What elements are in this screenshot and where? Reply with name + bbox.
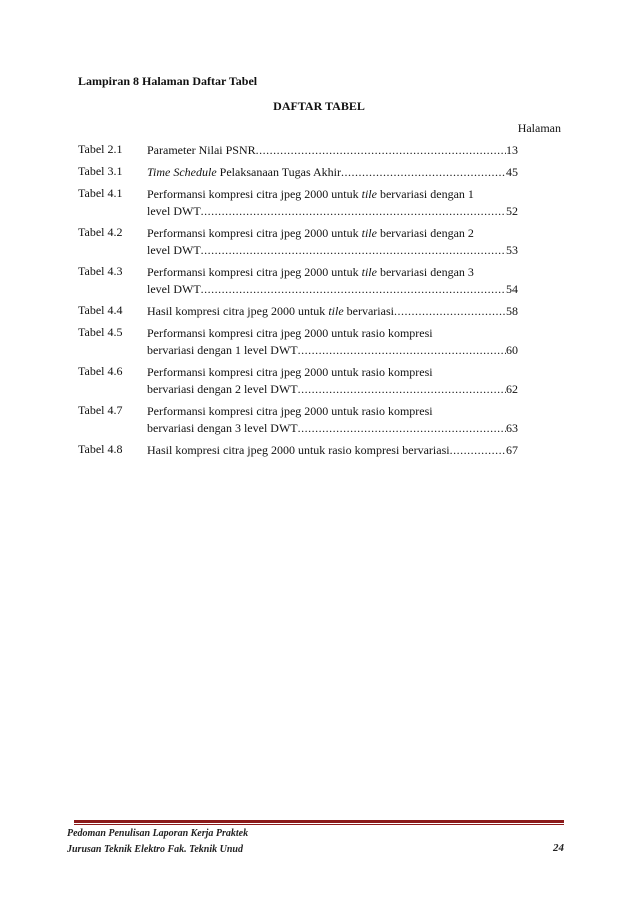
list-item <box>78 264 518 298</box>
table-caption-line1: Performansi kompresi citra jpeg 2000 untuk rasio kompresi <box>147 404 433 418</box>
dot-leader <box>341 164 506 181</box>
page-column-label: Halaman <box>517 121 561 135</box>
table-caption: Hasil kompresi citra jpeg 2000 untuk rasio kompresi bervariasi <box>147 443 450 457</box>
caption-italic: Time Schedule <box>147 165 217 179</box>
caption-text: bervariasi <box>343 304 394 318</box>
appendix-heading: Lampiran 8 Halaman Daftar Tabel <box>78 74 258 88</box>
table-caption-line1: Performansi kompresi citra jpeg 2000 untuk rasio kompresi <box>147 326 433 340</box>
table-caption-line1 <box>147 186 474 203</box>
page-ref: 63 <box>506 421 518 435</box>
table-caption <box>147 164 341 181</box>
table-caption-line1 <box>147 264 474 281</box>
table-number: Tabel 4.2 <box>78 225 123 239</box>
table-caption-line2: level DWT <box>147 204 201 218</box>
footer-divider-thin <box>74 824 564 825</box>
list-item <box>78 164 518 181</box>
list-item <box>78 225 518 259</box>
caption-text: Performansi kompresi citra jpeg 2000 untuk <box>147 226 362 240</box>
table-caption-line1 <box>147 225 474 242</box>
table-caption: Parameter Nilai PSNR <box>147 143 256 157</box>
dot-leader <box>450 442 506 459</box>
page-ref: 52 <box>506 204 518 218</box>
page-ref: 67 <box>506 443 518 457</box>
list-item <box>78 142 518 159</box>
footer-institution: Jurusan Teknik Elektro Fak. Teknik Unud <box>67 844 243 855</box>
caption-text: bervariasi dengan 3 <box>376 265 474 279</box>
table-caption <box>147 303 394 320</box>
table-number: Tabel 2.1 <box>78 142 123 156</box>
page-ref: 62 <box>506 382 518 396</box>
page-ref: 53 <box>506 243 518 257</box>
page-ref: 58 <box>506 304 518 318</box>
list-item <box>78 442 518 459</box>
dot-leader <box>201 242 506 259</box>
list-item <box>78 403 518 437</box>
list-item <box>78 325 518 359</box>
dot-leader <box>256 142 506 159</box>
page-ref: 13 <box>506 143 518 157</box>
dot-leader <box>201 281 506 298</box>
table-caption-line2: bervariasi dengan 1 level DWT <box>147 343 298 357</box>
caption-text: Pelaksanaan Tugas Akhir <box>216 165 341 179</box>
caption-text: Hasil kompresi citra jpeg 2000 untuk <box>147 304 329 318</box>
caption-italic: tile <box>361 226 377 240</box>
table-number: Tabel 4.1 <box>78 186 123 200</box>
dot-leader <box>298 342 506 359</box>
dot-leader <box>394 303 506 320</box>
table-caption-line2: bervariasi dengan 3 level DWT <box>147 421 298 435</box>
footer-divider <box>74 820 564 823</box>
caption-italic: tile <box>328 304 344 318</box>
table-number: Tabel 4.6 <box>78 364 123 378</box>
page-ref: 60 <box>506 343 518 357</box>
table-caption-line2: level DWT <box>147 282 201 296</box>
table-number: Tabel 4.7 <box>78 403 123 417</box>
table-list <box>78 142 518 464</box>
dot-leader <box>298 420 506 437</box>
caption-text: bervariasi dengan 1 <box>376 187 474 201</box>
dot-leader <box>298 381 506 398</box>
dot-leader <box>201 203 506 220</box>
table-number: Tabel 3.1 <box>78 164 123 178</box>
table-caption-line2: bervariasi dengan 2 level DWT <box>147 382 298 396</box>
list-item <box>78 186 518 220</box>
caption-italic: tile <box>361 187 377 201</box>
table-number: Tabel 4.8 <box>78 442 123 456</box>
caption-text: Performansi kompresi citra jpeg 2000 untuk <box>147 187 362 201</box>
caption-italic: tile <box>361 265 377 279</box>
table-number: Tabel 4.3 <box>78 264 123 278</box>
list-item <box>78 364 518 398</box>
footer-document-title: Pedoman Penulisan Laporan Kerja Praktek <box>67 828 249 839</box>
caption-text: bervariasi dengan 2 <box>376 226 474 240</box>
table-caption-line2: level DWT <box>147 243 201 257</box>
table-number: Tabel 4.4 <box>78 303 123 317</box>
page-title: DAFTAR TABEL <box>273 99 365 113</box>
page-ref: 45 <box>506 165 518 179</box>
table-number: Tabel 4.5 <box>78 325 123 339</box>
page-number: 24 <box>553 842 564 854</box>
list-item <box>78 303 518 320</box>
table-caption-line1: Performansi kompresi citra jpeg 2000 untuk rasio kompresi <box>147 365 433 379</box>
caption-text: Performansi kompresi citra jpeg 2000 untuk <box>147 265 362 279</box>
page-ref: 54 <box>506 282 518 296</box>
